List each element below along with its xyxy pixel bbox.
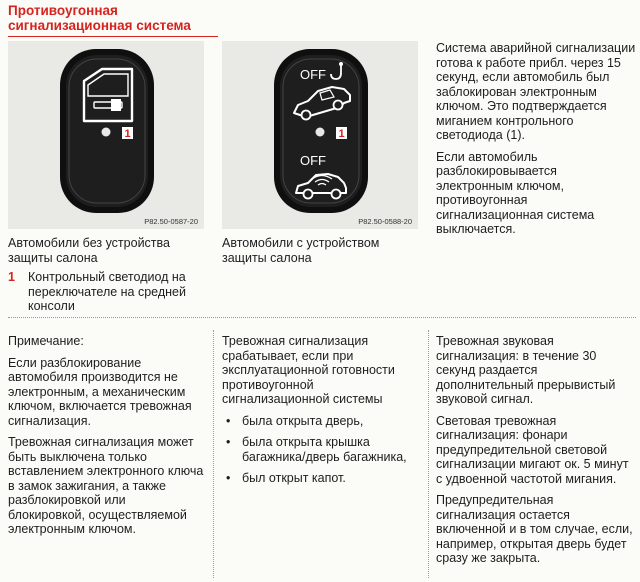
caption-left: Автомобили без устройства защиты салона — [8, 236, 170, 265]
figure-code: P82.50-0588-20 — [358, 217, 412, 226]
led-number: 1 — [338, 128, 345, 140]
note-column — [8, 334, 204, 544]
list-item: • был открыт капот. — [222, 471, 422, 486]
led-number: 1 — [124, 128, 131, 140]
legend-text: Контрольный светодиод на переключателе на средней консоли — [28, 270, 186, 313]
legend-number: 1 — [8, 270, 15, 284]
off-label-top: OFF — [300, 67, 326, 82]
audio-alarm-paragraph: Тревожная звуковая сигнализация: в течение 30 секунд раздается дополнительный прерывистый звуковой сигнал. — [436, 334, 616, 406]
figure-switch-with-interior-protection — [222, 41, 418, 229]
alarm-trigger-list — [222, 414, 422, 486]
light-alarm-paragraph: Световая тревожная сигнализация: фонари предупредительной световой сигнализации мигают ок. 5 минут с удвоенной частотой мигания. — [436, 413, 629, 486]
note-heading: Примечание: — [8, 334, 84, 348]
legend-item — [8, 270, 208, 314]
section-divider — [8, 317, 636, 318]
section-title — [8, 3, 218, 37]
list-item: • была открыта дверь, — [222, 414, 422, 429]
unlock-paragraph: Если автомобиль разблокировывается электронным ключом, противоугонная сигнализационная система выключается. — [436, 149, 595, 236]
off-label-bottom: OFF — [300, 153, 326, 168]
figure-switch-without-interior-protection — [8, 41, 204, 229]
alarm-trigger-column — [222, 334, 422, 493]
control-led — [102, 128, 111, 137]
alarm-signals-column — [436, 334, 636, 573]
switch-without-protection-illustration — [8, 41, 204, 229]
column3-top-text — [436, 41, 636, 244]
list-item: • была открыта крышка багажника/дверь багажника, — [222, 435, 422, 464]
caption-right: Автомобили с устройством защиты салона — [222, 236, 380, 265]
readiness-paragraph: Система аварийной сигнализации готова к работе прибл. через 15 секунд, если автомобиль был заблокирован электронным ключом. Это подтверждается миганием контрольного светодиода (1). — [436, 41, 636, 142]
note-paragraph-1: Если разблокирование автомобиля производится не электронным, а механическим ключом, включается тревожная сигнализация. — [8, 355, 192, 428]
figure-code: P82.50-0587-20 — [144, 217, 198, 226]
alarm-intro: Тревожная сигнализация срабатывает, если при эксплуатационной готовности противоугонной сигнализационной системы — [222, 334, 395, 406]
control-led — [316, 128, 325, 137]
warning-persistence-paragraph: Предупредительная сигнализация остается включенной и в том случае, если, например, открытая дверь будет сразу же закрыта. — [436, 493, 633, 565]
column-divider-1 — [213, 330, 214, 578]
title-line-1: Противоугонная — [8, 3, 118, 18]
column-divider-2 — [428, 330, 429, 578]
title-line-2: сигнализационная система — [8, 18, 191, 33]
note-paragraph-2: Тревожная сигнализация может быть выключена только вставлением электронного ключа в замок зажигания, а также разблокировкой или блокировкой, осуществляемой электронным ключом. — [8, 435, 204, 536]
switch-with-protection-illustration — [222, 41, 418, 229]
